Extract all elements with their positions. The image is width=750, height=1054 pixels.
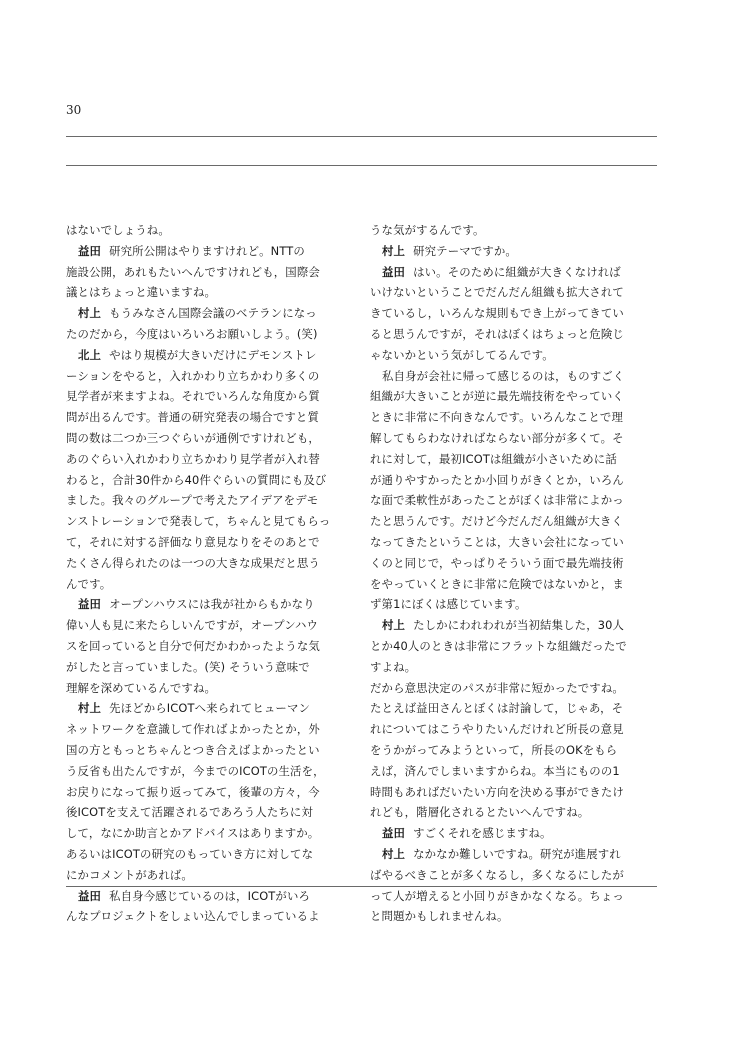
text-line: [370, 282, 625, 303]
text-line: [370, 802, 625, 823]
line-text: もうみなさん国際会議のベテランになっ: [109, 306, 317, 321]
text-line: [66, 386, 321, 407]
line-text: たくさん得られたのは一つの大きな成果だと思う: [66, 555, 320, 570]
line-text: あのぐらい入れかわり立ちかわり見学者が入れ替: [66, 451, 320, 466]
line-text: はい。そのために組織が大きくなければ: [413, 264, 621, 279]
line-text: ゃないかという気がしてるんです。: [370, 347, 554, 362]
line-text: えば，済んでしまいますからね。本当にものの1: [370, 763, 620, 778]
line-text: がしたと言っていました。(笑) そういう意味で: [66, 659, 310, 674]
line-text: 見学者が来ますよね。それでいろんな角度から質: [66, 389, 320, 404]
text-line: [370, 657, 625, 678]
line-text: が通りやすかったとか小回りがきくとか，いろん: [370, 472, 624, 487]
line-text: くのと同じで，やっぱりそういう面で最先端技術: [370, 555, 624, 570]
line-text: たしかにわれわれが当初結集した，30人: [413, 618, 625, 633]
text-line: [370, 553, 625, 574]
speaker-name: 村上: [382, 846, 406, 861]
line-text: ネットワークを意識して作ればよかったとか，外: [66, 722, 320, 737]
line-text: ばやるべきことが多くなるし，多くなるにしたが: [370, 867, 624, 882]
text-line: [66, 574, 321, 595]
text-line: [66, 532, 321, 553]
speaker-name: 村上: [382, 618, 406, 633]
text-line: [66, 407, 321, 428]
line-text: 問が出るんです。普通の研究発表の場合ですと質: [66, 410, 319, 425]
text-line: [370, 761, 625, 782]
line-text: 組織が大きいことが逆に最先端技術をやっていく: [370, 389, 624, 404]
line-text: 偉い人も見に来たらしいんですが，オープンハウ: [66, 618, 319, 633]
line-text: 理解を深めているんですね。: [66, 680, 217, 695]
line-text: ると思うんですが，それはぼくはちょっと危険じ: [370, 326, 624, 341]
right-column: [370, 220, 625, 927]
line-text: をうかがってみようといって，所長のOKをもら: [370, 742, 618, 757]
line-text: う反省も出たんですが，今までのICOTの生活を，: [66, 763, 325, 778]
speaker-name: 益田: [382, 264, 406, 279]
line-text: 時間もあればだいたい方向を決める事ができたけ: [370, 784, 624, 799]
text-line: [370, 698, 625, 719]
text-line: [370, 615, 625, 636]
text-line: [66, 428, 321, 449]
text-line: [370, 511, 625, 532]
line-text: すごくそれを感じますね。: [413, 826, 552, 841]
text-line: [66, 678, 321, 699]
text-line: [370, 594, 625, 615]
text-line: [66, 761, 325, 782]
line-text: たのだから，今度はいろいろお願いしよう。(笑): [66, 326, 318, 341]
text-line: [370, 719, 625, 740]
text-line: [370, 407, 625, 428]
speaker-name: 益田: [382, 826, 406, 841]
line-text: 研究テーマですか。: [413, 243, 517, 258]
text-line: [66, 490, 321, 511]
text-line: [66, 594, 321, 615]
line-text: と問題かもしれませんね。: [370, 909, 509, 924]
line-text: 後ICOTを支えて活躍されるであろう人たちに対: [66, 805, 313, 820]
text-line: [66, 324, 321, 345]
line-text: たとえば益田さんとぼくは討論して，じゃあ，そ: [370, 701, 624, 716]
line-text: ときに非常に不向きなんです。いろんなことで理: [370, 410, 623, 425]
text-line: [370, 636, 625, 657]
left-column: [66, 220, 331, 927]
text-line: [370, 428, 625, 449]
line-text: て，それに対する評価なり意見なりをそのあとで: [66, 534, 320, 549]
text-line: [66, 303, 321, 324]
line-text: なかなか難しいですね。研究が進展すれ: [413, 846, 621, 861]
text-line: [66, 511, 331, 532]
text-line: [66, 886, 321, 907]
line-text: 私自身が会社に帰って感じるのは，ものすごく: [382, 368, 625, 383]
text-line: [370, 366, 625, 387]
text-line: [370, 782, 625, 803]
text-line: [370, 823, 625, 844]
text-line: [66, 282, 321, 303]
text-line: [66, 470, 327, 491]
text-line: [66, 844, 321, 865]
line-text: ンストレーションで発表して，ちゃんと見てもらっ: [66, 514, 331, 529]
line-text: だから意思決定のパスが非常に短かったですね。: [370, 680, 624, 695]
line-text: なってきたということは，大きい会社になってい: [370, 534, 624, 549]
text-line: [66, 657, 321, 678]
text-line: [66, 220, 321, 241]
text-line: [66, 719, 321, 740]
line-text: わると，合計30件から40件ぐらいの質問にも及び: [66, 472, 327, 487]
text-line: [66, 449, 321, 470]
text-line: [66, 906, 321, 927]
line-text: にかコメントがあれば。: [66, 867, 193, 882]
text-line: [370, 886, 625, 907]
text-line: [370, 303, 625, 324]
line-text: いけないということでだんだん組織も拡大されて: [370, 285, 624, 300]
line-text: やはり規模が大きいだけにデモンストレ: [109, 347, 317, 362]
text-line: [66, 553, 321, 574]
text-line: [370, 490, 625, 511]
line-text: あるいはICOTの研究のもっていき方に対してな: [66, 846, 314, 861]
line-text: れについてはこうやりたいんだけれど所長の意見: [370, 722, 624, 737]
text-line: [370, 532, 625, 553]
header-rule-top: [66, 136, 657, 137]
text-line: [370, 220, 625, 241]
text-line: [370, 865, 625, 886]
header-rule-bottom: [66, 165, 657, 166]
text-line: [370, 844, 625, 865]
line-text: んです。: [66, 576, 112, 591]
line-text: 私自身今感じているのは，ICOTがいろ: [109, 888, 311, 903]
line-text: スを回っていると自分で何だかわかったような気: [66, 638, 320, 653]
text-line: [66, 262, 321, 283]
line-text: って人が増えると小回りがきかなくなる。ちょっ: [370, 888, 624, 903]
line-text: すよね。: [370, 659, 417, 674]
line-text: れに対して，最初ICOTは組織が小さいために話: [370, 451, 617, 466]
line-text: んなプロジェクトをしょい込んでしまっているよ: [66, 909, 320, 924]
page-number: 30: [66, 103, 82, 117]
line-text: とか40人のときは非常にフラットな組織だったで: [370, 638, 627, 653]
line-text: ず第1にぼくは感じています。: [370, 597, 527, 612]
speaker-name: 村上: [78, 701, 102, 716]
text-line: [66, 782, 321, 803]
line-text: な面で柔軟性があったことがぼくは非常によかっ: [370, 493, 624, 508]
line-text: お戻りになって振り返ってみて，後輩の方々，今: [66, 784, 320, 799]
text-line: [66, 823, 321, 844]
text-line: [370, 386, 625, 407]
speaker-name: 益田: [78, 597, 102, 612]
text-line: [66, 241, 321, 262]
text-line: [370, 678, 625, 699]
line-text: 問の数は二つか三つぐらいが通例ですけれども，: [66, 430, 320, 445]
text-line: [370, 324, 625, 345]
line-text: して，なにか助言とかアドバイスはありますか。: [66, 826, 320, 841]
text-line: [370, 449, 625, 470]
text-line: [370, 740, 625, 761]
line-text: たと思うんです。だけど今だんだん組織が大きく: [370, 514, 623, 529]
text-line: [370, 241, 625, 262]
text-line: [66, 636, 321, 657]
text-line: [66, 865, 321, 886]
text-line: [370, 345, 625, 366]
speaker-name: 益田: [78, 243, 102, 258]
line-text: うな気がするんです。: [370, 223, 485, 237]
text-line: [66, 345, 321, 366]
line-text: はないでしょうね。: [66, 223, 170, 237]
text-line: [66, 615, 321, 636]
text-line: [370, 470, 625, 491]
footer-rule: [66, 886, 657, 887]
line-text: ーションをやると，入れかわり立ちかわり多くの: [66, 368, 320, 383]
line-text: ました。我々のグループで考えたアイデアをデモ: [66, 493, 319, 508]
text-line: [66, 802, 321, 823]
line-text: 先ほどからICOTへ来られてヒューマン: [109, 701, 311, 716]
text-line: [66, 366, 321, 387]
line-text: 議とはちょっと違いますね。: [66, 285, 217, 300]
text-line: [66, 740, 321, 761]
line-text: きているし，いろんな規則もでき上がってきてい: [370, 306, 624, 321]
line-text: 施設公開，あれもたいへんですけれども，国際会: [66, 264, 320, 279]
text-line: [66, 698, 321, 719]
speaker-name: 村上: [382, 243, 406, 258]
text-line: [370, 906, 625, 927]
speaker-name: 北上: [78, 347, 102, 362]
text-line: [370, 574, 625, 595]
line-text: 国の方ともっとちゃんとつき合えばよかったとい: [66, 742, 320, 757]
line-text: 研究所公開はやりますけれど。NTTの: [109, 243, 305, 258]
text-line: [370, 262, 625, 283]
line-text: れども，階層化されるとたいへんですね。: [370, 805, 590, 820]
line-text: をやっていくときに非常に危険ではないかと，ま: [370, 576, 624, 591]
speaker-name: 村上: [78, 306, 102, 321]
line-text: 解してもらわなければならない部分が多くて。そ: [370, 430, 624, 445]
line-text: オープンハウスには我が社からもかなり: [109, 597, 315, 612]
speaker-name: 益田: [78, 888, 102, 903]
